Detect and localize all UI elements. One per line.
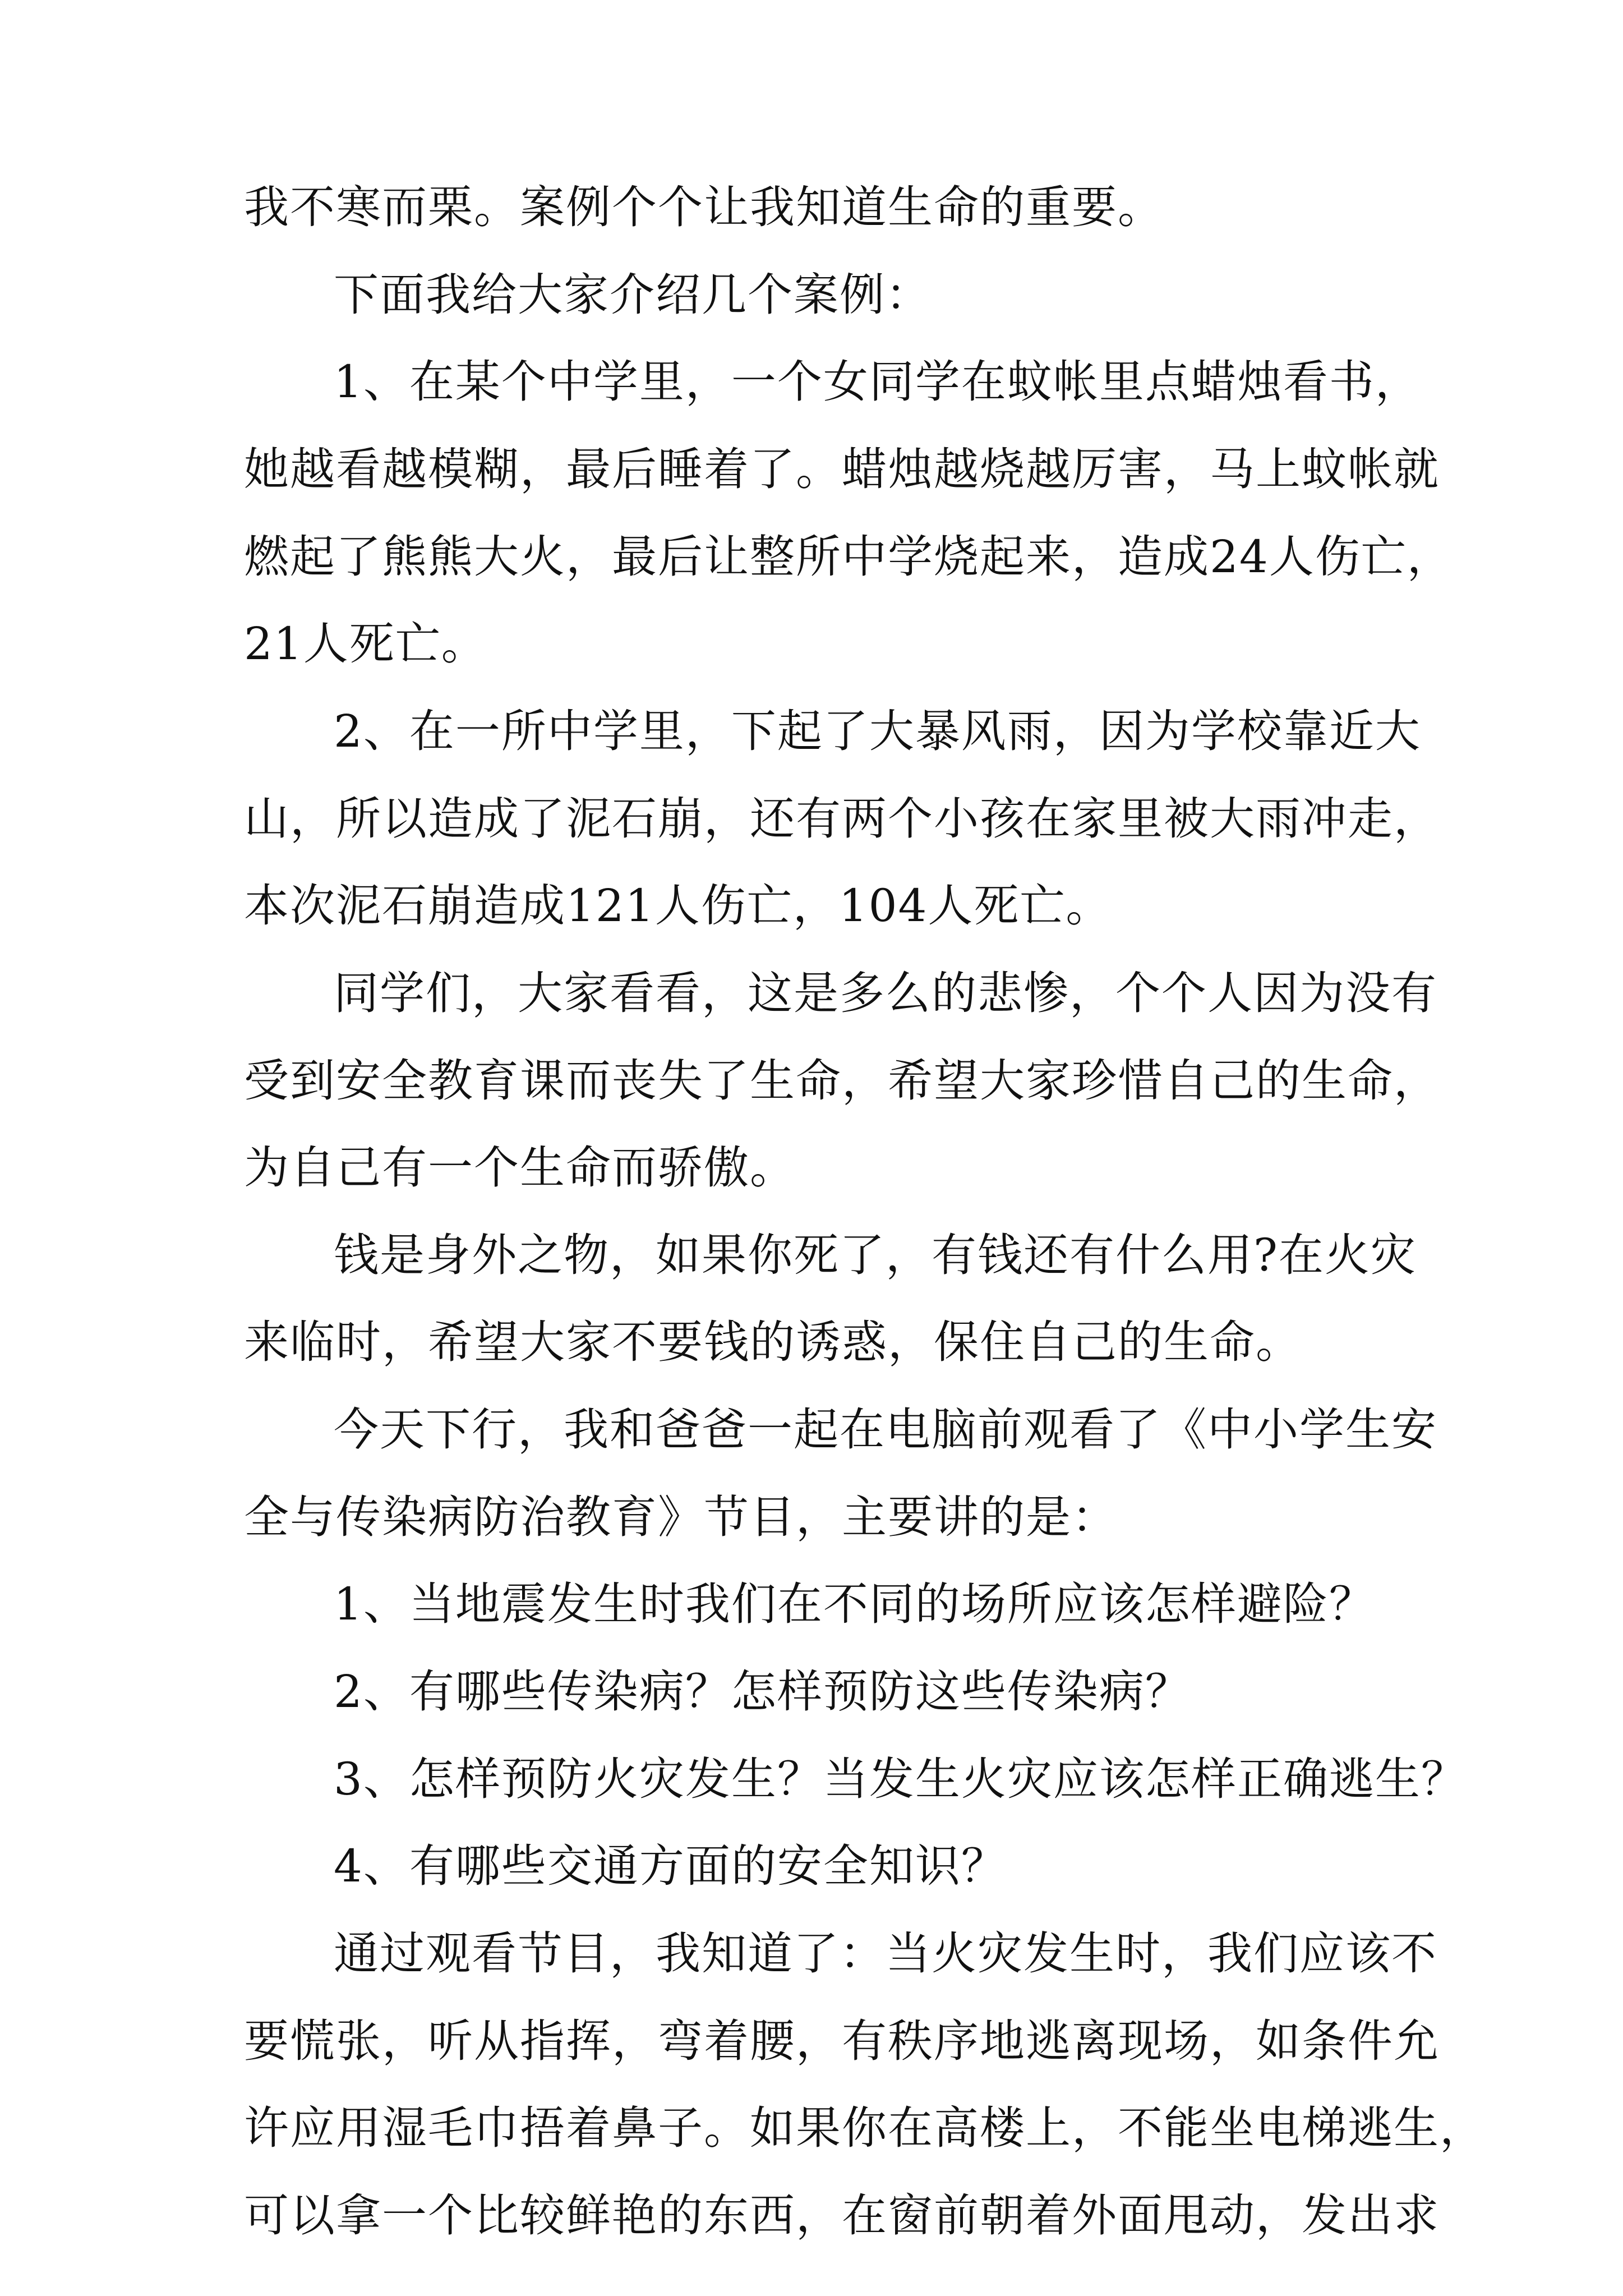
text-line: 她越看越模糊，最后睡着了。蜡烛越烧越厉害，马上蚊帐就 [244, 443, 1440, 495]
text-line: 燃起了熊熊大火，最后让整所中学烧起来，造成24人伤亡， [244, 531, 1453, 583]
text-line: 通过观看节目，我知道了：当火灾发生时，我们应该不 [334, 1927, 1437, 1980]
text-line: 受到安全教育课而丧失了生命，希望大家珍惜自己的生命， [244, 1055, 1440, 1107]
text-line: 同学们，大家看看，这是多么的悲惨，个个人因为没有 [334, 967, 1437, 1019]
text-line: 本次泥石崩造成121人伤亡，104人死亡。 [244, 880, 1112, 932]
text-line: 今天下行，我和爸爸一起在电脑前观看了《中小学生安 [334, 1404, 1437, 1456]
text-line: 来临时，希望大家不要钱的诱惑，保住自己的生命。 [244, 1316, 1302, 1368]
text-line: 可以拿一个比较鲜艳的东西，在窗前朝着外面甩动，发出求 [244, 2189, 1440, 2242]
text-line: 下面我给大家介绍几个案例： [334, 269, 932, 321]
text-line: 21人死亡。 [244, 618, 487, 670]
text-line: 我不寒而栗。案例个个让我知道生命的重要。 [244, 181, 1164, 233]
text-line: 要慌张，听从指挥，弯着腰，有秩序地逃离现场，如条件允 [244, 2015, 1440, 2067]
text-line: 1、在某个中学里，一个女同学在蚊帐里点蜡烛看书， [334, 356, 1421, 408]
text-line: 全与传染病防治教育》节目，主要讲的是： [244, 1491, 1118, 1543]
text-line: 2、有哪些传染病？怎样预防这些传染病？ [334, 1665, 1191, 1718]
text-line: 1、当地震发生时我们在不同的场所应该怎样避险？ [334, 1578, 1375, 1630]
text-line: 许应用湿毛巾捂着鼻子。如果你在高楼上，不能坐电梯逃生， [244, 2102, 1486, 2154]
text-line: 山，所以造成了泥石崩，还有两个小孩在家里被大雨冲走， [244, 793, 1440, 845]
text-line: 3、怎样预防火灾发生？当发生火灾应该怎样正确逃生？ [334, 1753, 1467, 1805]
text-line: 钱是身外之物，如果你死了，有钱还有什么用?在火灾 [334, 1229, 1417, 1281]
text-line: 为自己有一个生命而骄傲。 [244, 1142, 796, 1194]
text-line: 2、在一所中学里，下起了大暴风雨，因为学校靠近大 [334, 705, 1421, 757]
text-line: 4、有哪些交通方面的安全知识？ [334, 1840, 1007, 1892]
